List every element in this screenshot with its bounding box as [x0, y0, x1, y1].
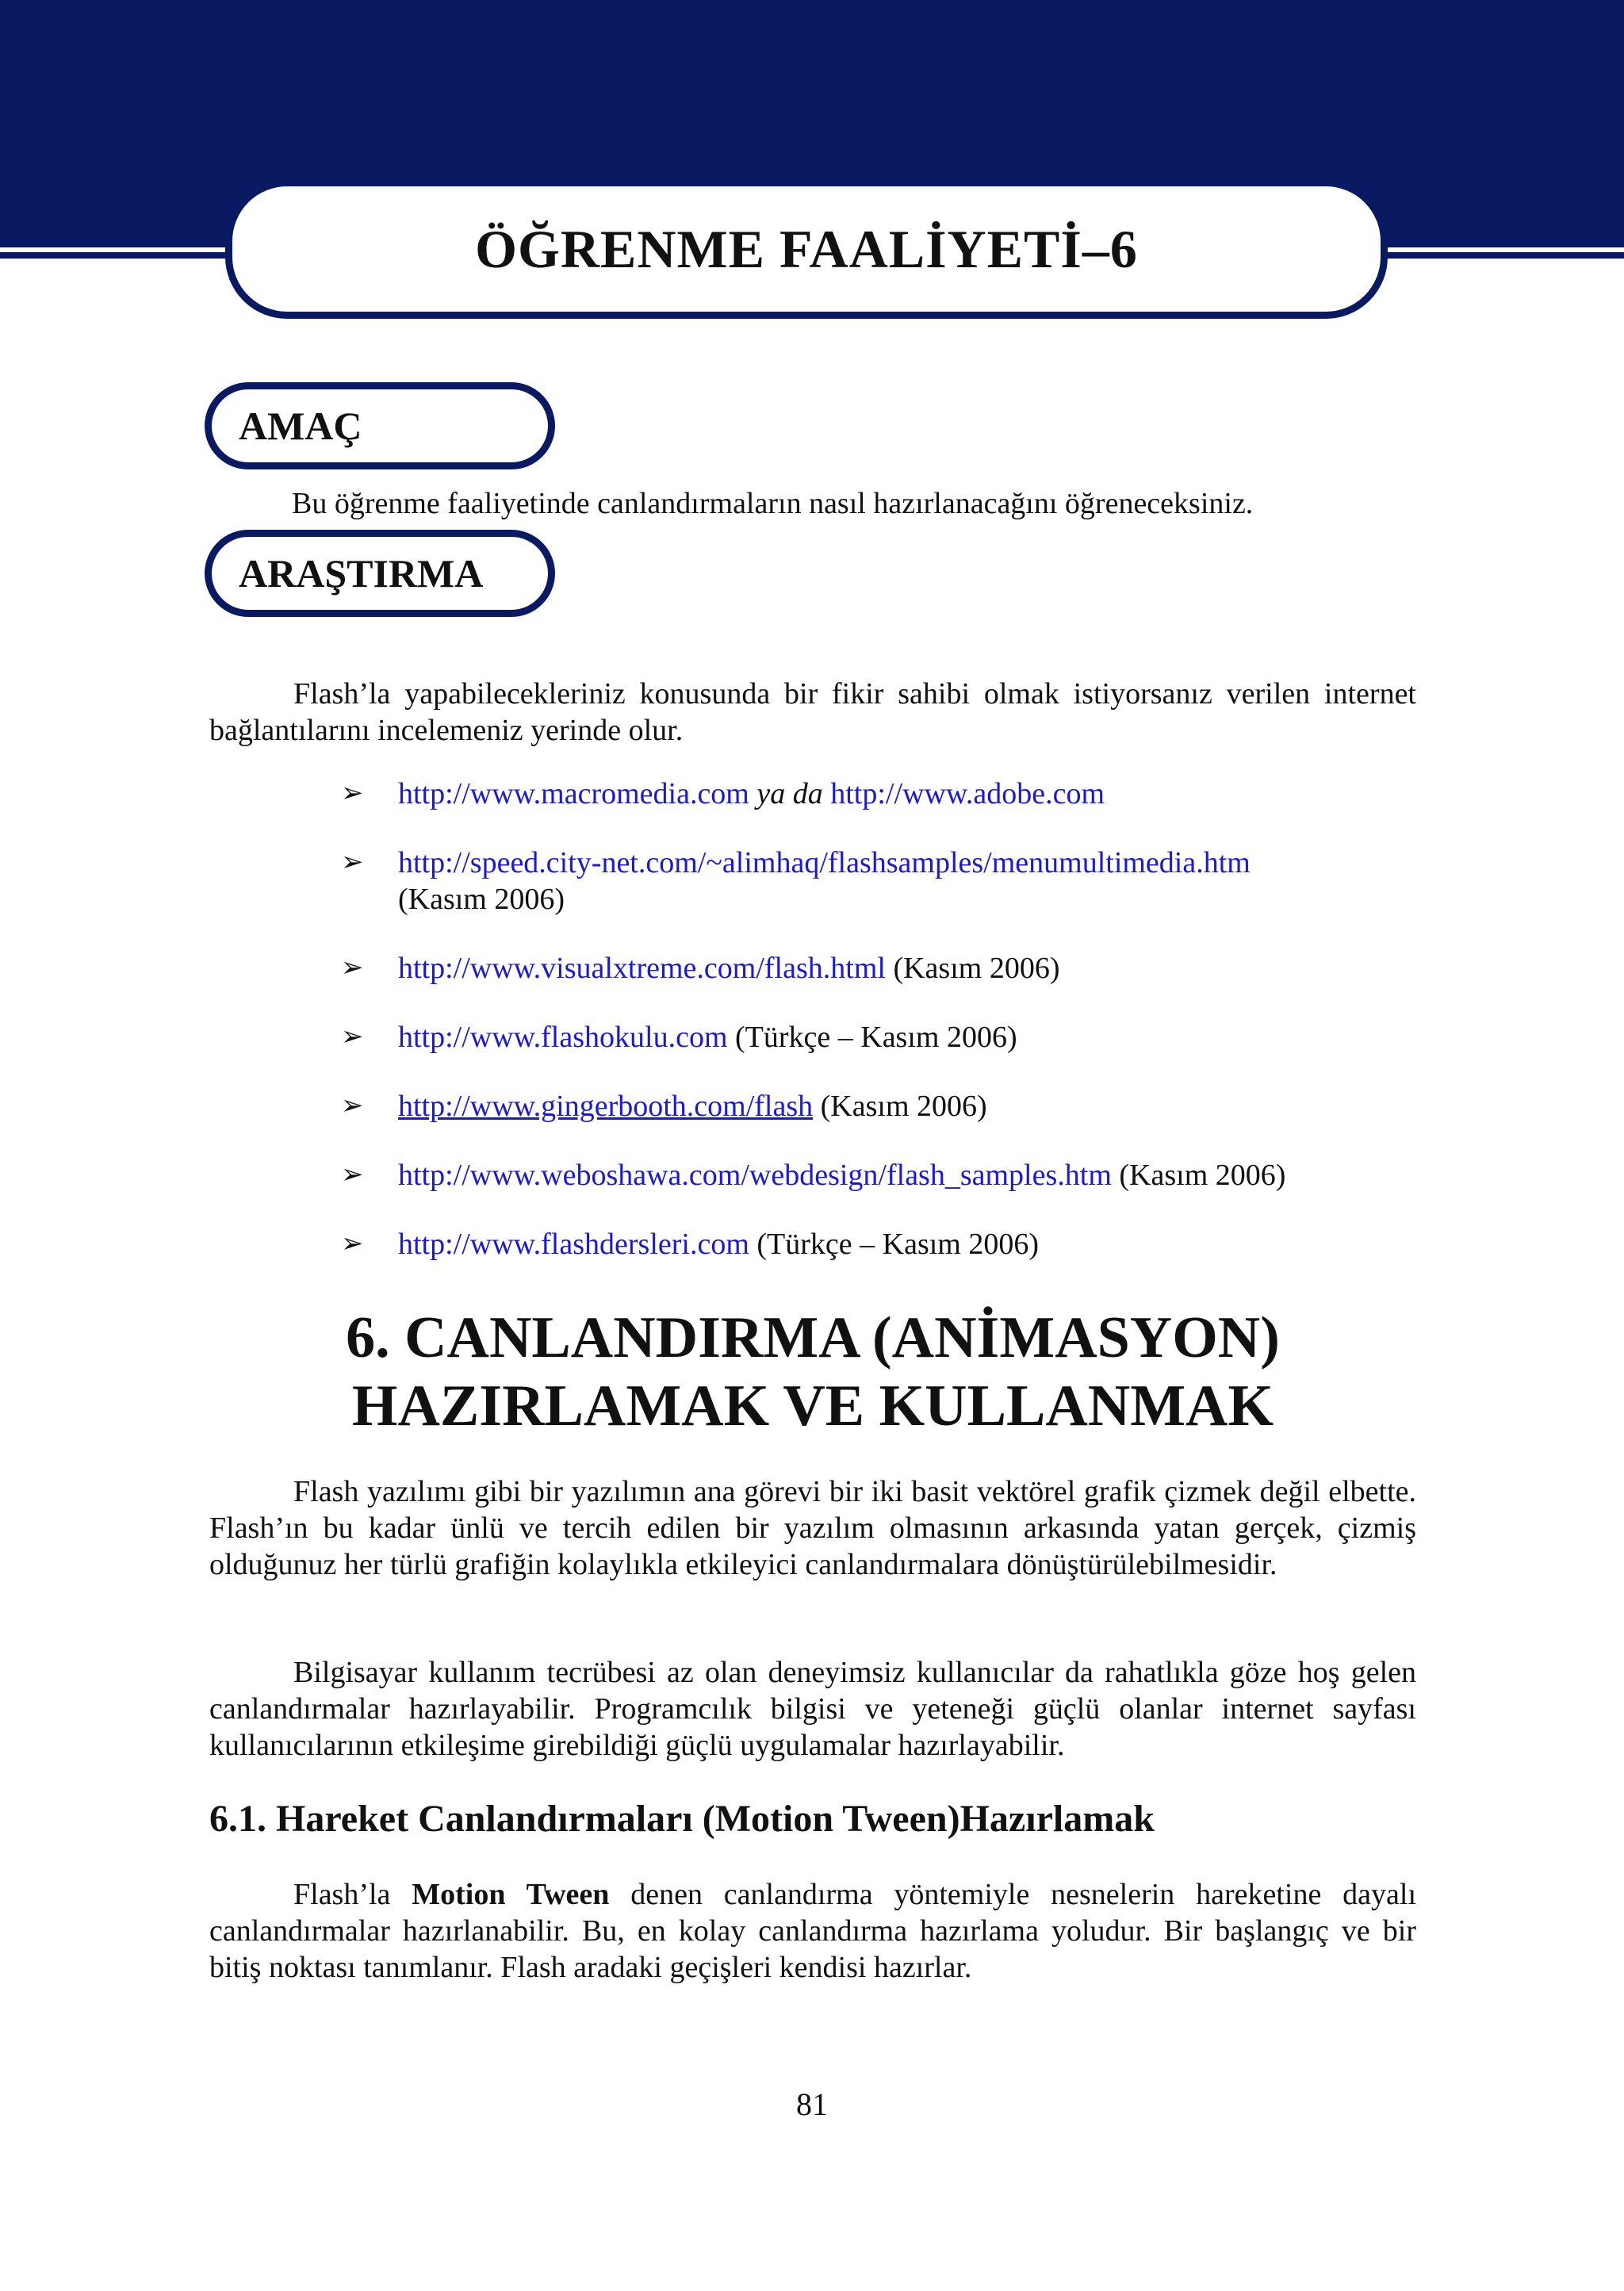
- link-note: (Türkçe – Kasım 2006): [756, 1228, 1040, 1261]
- arrow-bullet-icon: ➢: [341, 848, 364, 877]
- section-paragraph: Bilgisayar kullanım tecrübesi az olan deneyimsiz kullanıcılar da rahatlıkla göze hoş gelen canlandırmalar hazırlayabilir. Programcılık bilgisi ve yeteneği güçlü olanlar internet sayfası kullanıcılarının etkileşime girebildiği güçlü uygulamalar hazırlayabilir.: [209, 1656, 1416, 1762]
- arrow-bullet-icon: ➢: [341, 1229, 364, 1259]
- link-url[interactable]: http://www.macromedia.com: [398, 777, 749, 810]
- list-item: [341, 950, 1451, 987]
- link-url[interactable]: http://speed.city-net.com/~alimhaq/flashsamples/menumultimedia.htm: [398, 846, 1251, 879]
- section-heading-line: 6. CANLANDIRMA (ANİMASYON): [346, 1305, 1280, 1370]
- link-url[interactable]: http://www.adobe.com: [830, 777, 1105, 810]
- link-note: (Kasım 2006): [398, 883, 565, 916]
- link-list: [341, 776, 1451, 1295]
- list-item: [341, 1019, 1451, 1055]
- arrow-bullet-icon: ➢: [341, 1160, 364, 1190]
- amac-label: AMAÇ: [205, 382, 555, 469]
- subsection-paragraph: [209, 1876, 1416, 1986]
- link-url[interactable]: http://www.weboshawa.com/webdesign/flash_samples.htm: [398, 1159, 1112, 1192]
- amac-text: Bu öğrenme faaliyetinde canlandırmaların nasıl hazırlanacağını öğreneceksiniz.: [292, 487, 1254, 520]
- link-note: (Türkçe – Kasım 2006): [735, 1021, 1017, 1054]
- section-paragraph: Flash yazılımı gibi bir yazılımın ana görevi bir iki basit vektörel grafik çizmek değil elbette. Flash’ın bu kadar ünlü ve tercih edilen bir yazılım olmasının arkasında yatan gerçek, çizmiş olduğunuz her türlü grafiğin kolaylıkla etkileyici canlandırmalara dönüştürülebilmesidir.: [209, 1475, 1416, 1581]
- link-url[interactable]: http://www.gingerbooth.com/flash: [398, 1090, 814, 1123]
- page-title: ÖĞRENME FAALİYETİ–6: [475, 218, 1138, 279]
- list-item: [341, 1157, 1451, 1193]
- section-heading-line: HAZIRLAMAK VE KULLANMAK: [351, 1373, 1274, 1439]
- paragraph-text: Flash’la: [293, 1878, 391, 1911]
- title-box: [225, 179, 1388, 319]
- arrow-bullet-icon: ➢: [341, 1022, 364, 1052]
- link-url[interactable]: http://www.flashdersleri.com: [398, 1228, 749, 1261]
- list-item: [341, 1088, 1451, 1124]
- link-url[interactable]: http://www.flashokulu.com: [398, 1021, 728, 1054]
- list-item: [341, 1226, 1451, 1262]
- page-number: 81: [796, 2086, 828, 2122]
- link-url[interactable]: http://www.visualxtreme.com/flash.html: [398, 952, 886, 985]
- list-item: [341, 776, 1451, 812]
- paragraph-bold-term: Motion Tween: [412, 1878, 610, 1911]
- arrow-bullet-icon: ➢: [341, 1091, 364, 1121]
- arastirma-label: ARAŞTIRMA: [205, 530, 555, 617]
- arrow-bullet-icon: ➢: [341, 779, 364, 808]
- link-note: (Kasım 2006): [820, 1090, 987, 1123]
- arastirma-intro: Flash’la yapabilecekleriniz konusunda bir fikir sahibi olmak istiyorsanız verilen internet bağlantılarını incelemeniz yerinde olur.: [209, 677, 1416, 747]
- paragraph-text: denen canlandırma yöntemiyle nesnelerin hareketine dayalı canlandırmalar hazırlanabilir. Bu, en kolay canlandırma hazırlama yoludur. Bir başlangıç ve bir bitiş noktası tanımlanır. Flash aradaki geçişleri kendisi hazırlar.: [209, 1878, 1417, 1984]
- list-item: [341, 845, 1451, 918]
- subsection-heading: 6.1. Hareket Canlandırmaları (Motion Tween)Hazırlamak: [209, 1798, 1155, 1840]
- arrow-bullet-icon: ➢: [341, 953, 364, 983]
- link-note: (Kasım 2006): [1119, 1159, 1286, 1192]
- link-joiner: ya da: [756, 777, 823, 810]
- section-heading: [209, 1304, 1416, 1440]
- link-note: (Kasım 2006): [893, 952, 1060, 985]
